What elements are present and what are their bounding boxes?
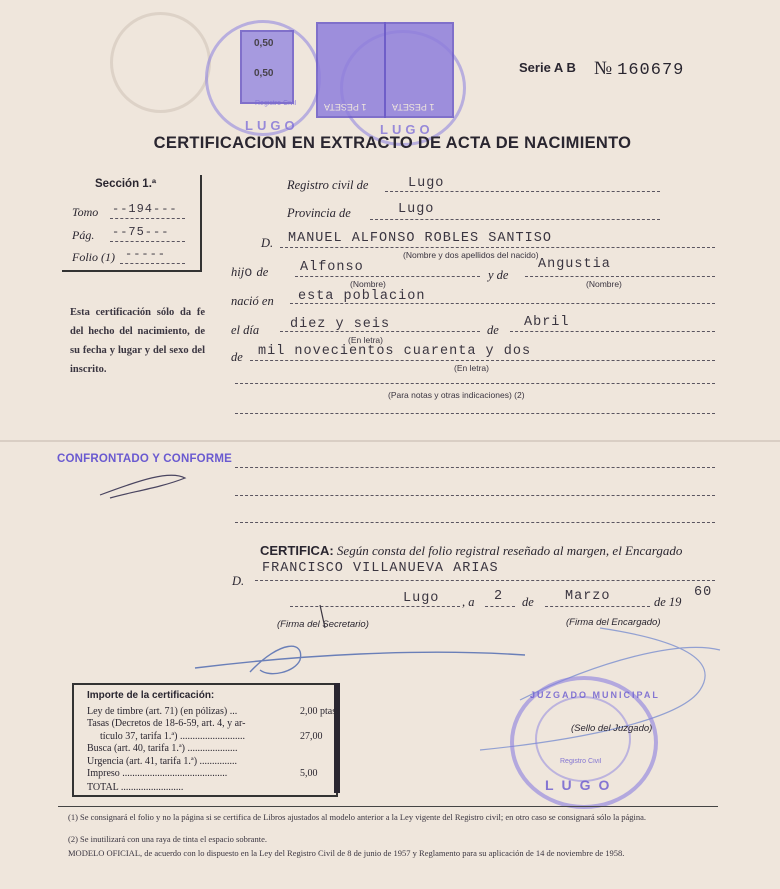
folio-label: Folio (1) [72,250,115,264]
place-value: Lugo [403,591,440,606]
footnote-2: (2) Se inutilizará con una raya de tinta el espacio sobrante. [68,834,267,844]
juzgado-seal-top: JUZGADO MUNICIPAL [530,690,660,700]
seccion-label: Sección 1.ª [95,178,157,190]
day-value: 2 [494,589,504,604]
fee-row-value: 2,00 ptas. [300,706,339,717]
dia-label: el día [231,323,260,337]
tax-stamp-text-1: 1 PESETA [324,102,367,112]
signature-secretario [320,605,325,628]
mes-label: de [487,323,499,337]
signature-left [100,475,185,498]
fee-row-label: Busca (art. 40, tarifa 1.ª) .................... [87,743,238,754]
fees-box-bar [334,683,340,793]
tomo-value: --194--- [112,202,178,216]
fee-row-label: Ley de timbre (art. 71) (en pólizas) ... [87,706,238,717]
mes-value: Abril [524,315,570,330]
anio-label: de [231,350,243,364]
cert-de-label: de [522,595,534,609]
nacio-label: nació en [231,294,274,308]
nacio-value: esta poblacion [298,289,426,304]
firma-encargado: (Firma del Encargado) [566,617,661,628]
footnote-3: MODELO OFICIAL, de acuerdo con lo dispuesto en la Ley del Registro Civil de 8 de junio de 1957 y Reglamento para su aplicación de 14 de noviembre de 1958. [68,848,625,858]
y-de-label: y de [488,268,509,282]
provincia-value: Lugo [398,202,435,217]
registro-label: Registro civil de [287,178,369,192]
signature-center [195,646,525,673]
hijo-label-text: hij [231,265,245,279]
certifica-text: Según consta del folio registral reseñado al margen, el Encargado [336,543,683,558]
mother-caption: (Nombre) [586,279,622,289]
fee-row-label: TOTAL ......................... [87,782,184,793]
encargado-value: FRANCISCO VILLANUEVA ARIAS [262,561,499,576]
mother-value: Angustia [538,257,611,272]
serie-label: Serie A B [519,60,576,75]
certification-note: Esta certificación sólo da fe del hecho del nacimiento, de su fecha y lugar y del sexo del inscrito. [70,307,205,375]
fee-row-label: Urgencia (art. 41, tarifa 1.ª) ............... [87,756,238,767]
name-caption: (Nombre y dos apellidos del nacido) [403,250,539,260]
seal-lugo-text: LUGO [245,118,299,133]
footnote-rule [58,806,718,807]
tax-stamp-value-2: 0,50 [254,68,274,79]
firma-secretario: (Firma del Secretario) [277,619,369,630]
pag-label: Pág. [72,228,95,242]
number-symbol: № [594,58,614,79]
notas-caption: (Para notas y otras indicaciones) (2) [388,390,525,400]
hijo-suffix: o [244,266,254,281]
confrontado-stamp: CONFRONTADO Y CONFORME [57,453,232,465]
tax-stamp-value-1: 0,50 [254,38,274,49]
fee-row-value: 5,00 [300,768,318,779]
de19-label: de 19 [654,595,682,609]
pag-value: --75--- [112,225,170,239]
seal-lugo-text-2: LUGO [380,122,434,137]
a-label: , a [462,595,475,609]
fee-row-label: Impreso .......................................... [87,768,228,779]
footnote-1: (1) Se consignará el folio y no la página si se certifica de Libros ajustados al modelo anterior a la Ley vigente del Registro civil; en otro caso se consignará sólo la página. [68,812,647,822]
tomo-label: Tomo [72,205,99,219]
dia-caption: (En letra) [348,335,383,345]
seal-sub-text: Registro Civil [255,100,297,107]
fee-row-label: tículo 37, tarifa 1.ª) .......................... [100,731,245,742]
anio-caption: (En letra) [454,363,489,373]
juzgado-seal-inner [535,696,631,782]
year-value: 60 [694,585,713,600]
fee-row-value: 27,00 [300,731,323,742]
fees-title: Importe de la certificación: [87,690,215,701]
serie-number-value: 160679 [617,61,685,80]
juzgado-seal-sub: Registro Civil [560,758,602,765]
folio-value: ----- [125,247,167,261]
father-value: Alfonso [300,260,364,275]
sello-juzgado: (Sello del Juzgado) [571,723,653,734]
dia-value: diez y seis [290,317,391,332]
registro-value: Lugo [408,176,445,191]
certifica-label: CERTIFICA: [260,543,334,558]
page-title: CERTIFICACION EN EXTRACTO DE ACTA DE NACIMIENTO [153,134,632,152]
tax-stamp-text-2: 1 PESETA [392,102,435,112]
d-label: D. [261,236,274,250]
fee-row-label: Tasas (Decretos de 18-6-59, art. 4, y ar- [87,718,246,729]
encargado-d-label: D. [232,574,245,588]
month-value: Marzo [565,589,611,604]
anio-value: mil novecientos cuarenta y dos [258,344,532,359]
provincia-label: Provincia de [287,206,351,220]
father-caption: (Nombre) [350,279,386,289]
hijo-de: de [256,265,269,279]
name-value: MANUEL ALFONSO ROBLES SANTISO [288,231,552,246]
juzgado-seal-bottom: LUGO [545,777,618,793]
